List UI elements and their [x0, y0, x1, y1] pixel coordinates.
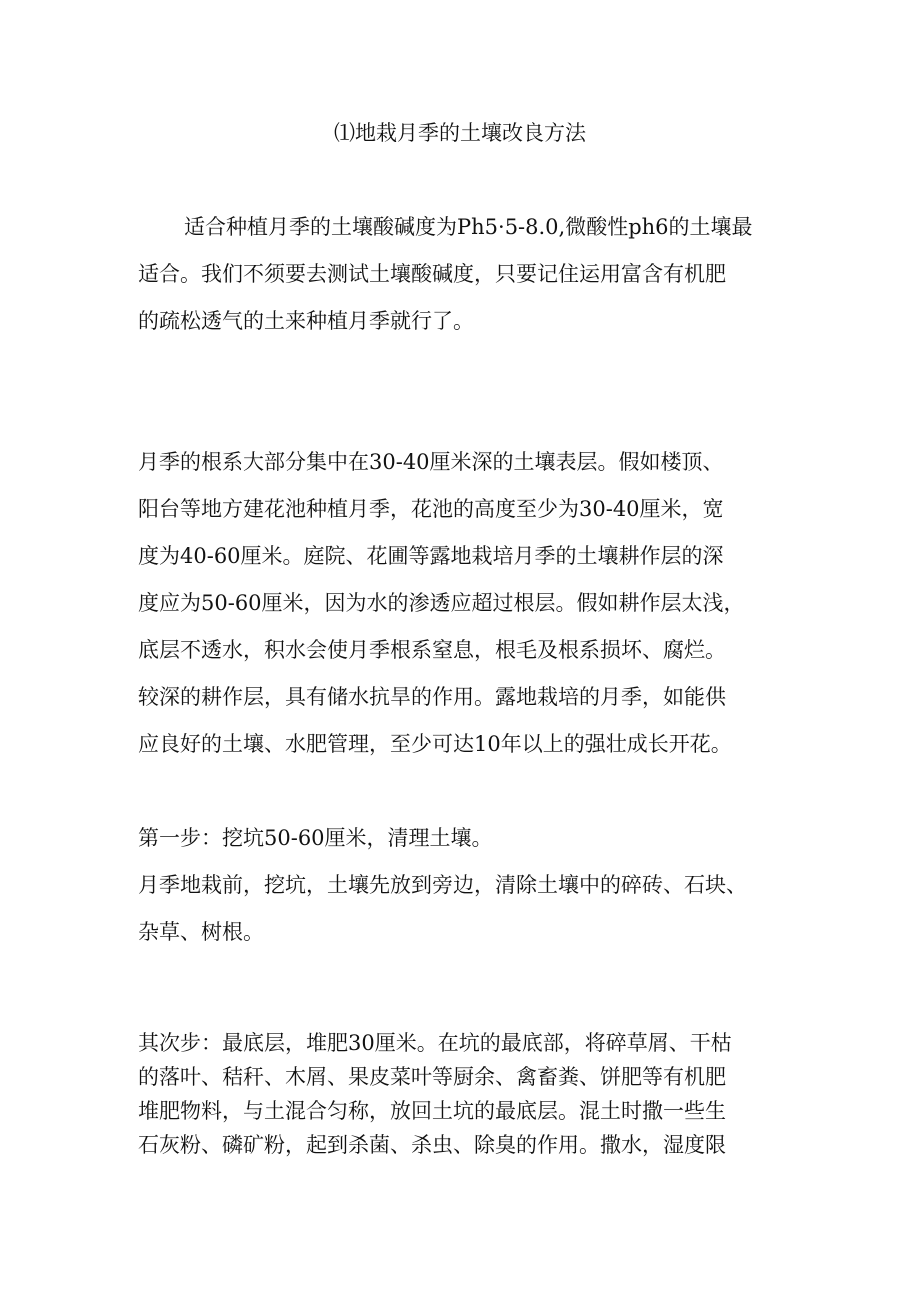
step1-line-2: 杂草、树根。 [138, 920, 264, 944]
step2-line-1: 其次步：最底层，堆肥30厘米。在坑的最底部，将碎草屑、干枯 [138, 1031, 732, 1055]
para1-line-2: 适合。我们不须要去测试土壤酸碱度，只要记住运用富含有机肥 [138, 262, 726, 286]
para2-line-3: 度为40-60厘米。庭院、花圃等露地栽培月季的土壤耕作层的深 [138, 544, 724, 568]
para2-line-2: 阳台等地方建花池种植月季，花池的高度至少为30-40厘米，宽 [138, 497, 724, 521]
para2-line-5: 底层不透水，积水会使月季根系窒息，根毛及根系损坏、腐烂。 [138, 638, 726, 662]
para2-line-7: 应良好的土壤、水肥管理，至少可达10年以上的强壮成长开花。 [138, 732, 732, 756]
step1-line-1: 月季地栽前，挖坑，土壤先放到旁边，清除土壤中的碎砖、石块、 [138, 873, 747, 897]
document-title: ⑴地栽月季的土壤改良方法 [334, 121, 586, 145]
para1-line-1: 适合种植月季的土壤酸碱度为Ph5·5-8.0,微酸性ph6的土壤最 [184, 215, 753, 239]
step2-line-4: 石灰粉、磷矿粉，起到杀菌、杀虫、除臭的作用。撒水，湿度限 [138, 1133, 726, 1157]
step2-line-2: 的落叶、秸秆、木屑、果皮菜叶等厨余、禽畜粪、饼肥等有机肥 [138, 1065, 726, 1089]
para2-line-1: 月季的根系大部分集中在30-40厘米深的土壤表层。假如楼顶、 [138, 450, 724, 474]
para2-line-4: 度应为50-60厘米，因为水的渗透应超过根层。假如耕作层太浅， [138, 591, 745, 615]
step2-line-3: 堆肥物料，与土混合匀称，放回土坑的最底层。混土时撒一些生 [138, 1099, 726, 1123]
para2-line-6: 较深的耕作层，具有储水抗旱的作用。露地栽培的月季，如能供 [138, 685, 726, 709]
step1-heading: 第一步：挖坑50-60厘米，清理土壤。 [138, 826, 493, 850]
para1-line-3: 的疏松透气的土来种植月季就行了。 [138, 309, 474, 333]
